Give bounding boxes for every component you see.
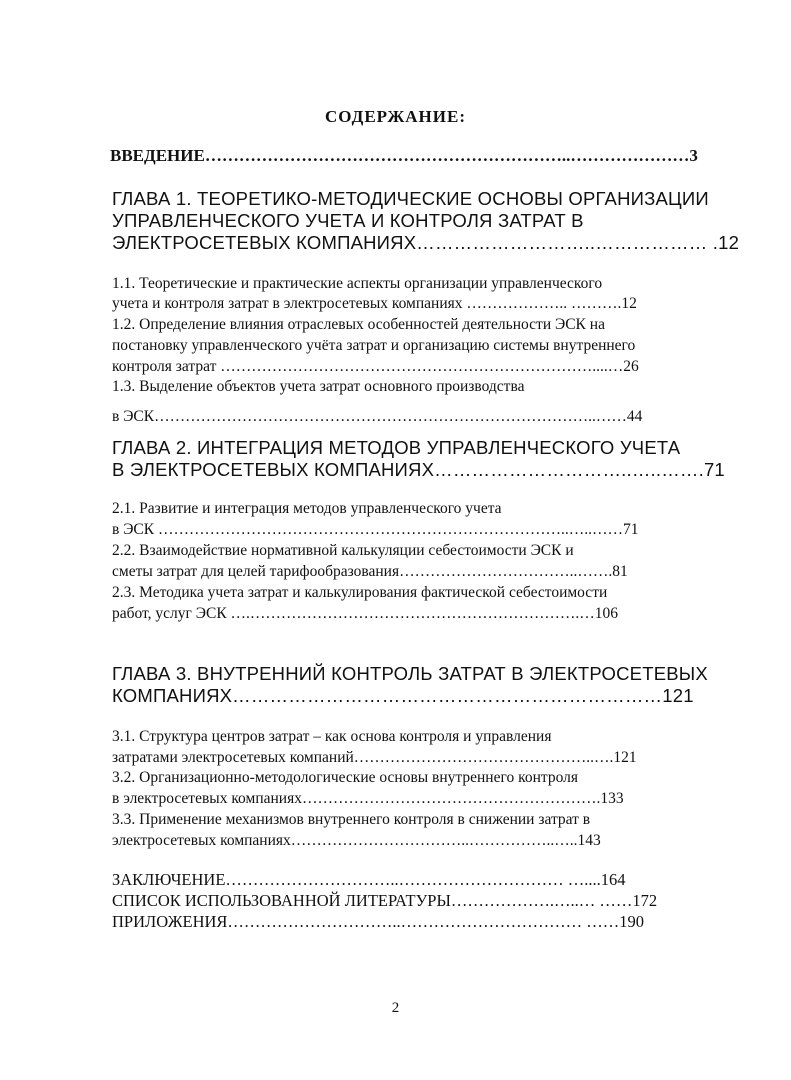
toc-section-2-1-line-1: 2.1. Развитие и интеграция методов управленческого учета <box>112 500 502 517</box>
toc-entry-appendices: ПРИЛОЖЕНИЯ…………………………..…………………………… ……190 <box>112 912 645 931</box>
toc-entry-intro: ВВЕДЕНИЕ………………………………………………………..…………………3 <box>110 146 698 165</box>
toc-chapter-3-line-1: ГЛАВА 3. ВНУТРЕННИЙ КОНТРОЛЬ ЗАТРАТ В ЭЛЕКТРОСЕТЕВЫХ <box>112 663 708 684</box>
toc-section-1-2-line-2: постановку управленческого учёта затрат и организацию системы внутреннего <box>112 337 636 354</box>
toc-chapter-1-line-1: ГЛАВА 1. ТЕОРЕТИКО-МЕТОДИЧЕСКИЕ ОСНОВЫ ОРГАНИЗАЦИИ <box>112 188 709 209</box>
toc-section-1-3-line-2: в ЭСК…………………………………………………………………………..……44 <box>112 408 643 425</box>
toc-entry-conclusion: ЗАКЛЮЧЕНИЕ…………………………..………………………… …....164 <box>112 870 626 889</box>
toc-section-1-2-line-3: контроля затрат ………………………………………………………………....…26 <box>112 358 639 375</box>
page-number: 2 <box>391 1000 400 1016</box>
toc-section-3-3-line-2: электросетевых компаниях……………………………..……………..…..143 <box>112 832 601 849</box>
toc-entry-references: СПИСОК ИСПОЛЬЗОВАННОЙ ЛИТЕРАТУРЫ……………….…..… ……172 <box>112 891 658 910</box>
toc-chapter-3-line-2: КОМПАНИЯХ……………………………………………………………121 <box>112 685 694 706</box>
toc-section-1-1-line-1: 1.1. Теоретические и практические аспекты организации управленческого <box>112 275 603 292</box>
toc-section-2-3-line-1: 2.3. Методика учета затрат и калькулирования фактической себестоимости <box>112 584 608 601</box>
toc-section-3-2-line-1: 3.2. Организационно-методологические основы внутреннего контроля <box>112 769 578 786</box>
toc-chapter-1-line-2: УПРАВЛЕНЧЕСКОГО УЧЕТА И КОНТРОЛЯ ЗАТРАТ В <box>112 210 584 231</box>
toc-chapter-2-line-1: ГЛАВА 2. ИНТЕГРАЦИЯ МЕТОДОВ УПРАВЛЕНЧЕСКОГО УЧЕТА <box>112 437 681 458</box>
toc-section-3-1-line-2: затратами электросетевых компаний………………………………………..….121 <box>112 749 637 766</box>
toc-section-2-2-line-2: сметы затрат для целей тарифообразования……………………………..…….81 <box>112 563 628 580</box>
toc-section-1-2-line-1: 1.2. Определение влияния отраслевых особенностей деятельности ЭСК на <box>112 316 605 333</box>
toc-section-3-2-line-2: в электросетевых компаниях………………………………………………….133 <box>112 790 624 807</box>
toc-chapter-2-line-2: В ЭЛЕКТРОСЕТЕВЫХ КОМПАНИЯХ…………………………..…..…….71 <box>112 459 725 480</box>
toc-section-2-1-line-2: в ЭСК ……………………………………………………………………..…..……71 <box>112 521 639 538</box>
toc-section-3-3-line-1: 3.3. Применение механизмов внутреннего контроля в снижении затрат в <box>112 811 591 828</box>
toc-section-1-1-line-2: учета и контроля затрат в электросетевых компаниях ……………….. ……….12 <box>112 295 637 312</box>
toc-section-2-3-line-2: работ, услуг ЭСК ….……………………………………………………….…106 <box>112 605 619 622</box>
toc-section-1-3-line-1: 1.3. Выделение объектов учета затрат основного производства <box>112 378 525 395</box>
toc-chapter-1-line-3: ЭЛЕКТРОСЕТЕВЫХ КОМПАНИЯХ………………………..……………… .12 <box>112 232 740 253</box>
toc-title: СОДЕРЖАНИЕ: <box>324 107 466 126</box>
toc-section-3-1-line-1: 3.1. Структура центров затрат – как основа контроля и управления <box>112 728 552 745</box>
toc-section-2-2-line-1: 2.2. Взаимодействие нормативной калькуляции себестоимости ЭСК и <box>112 542 574 559</box>
